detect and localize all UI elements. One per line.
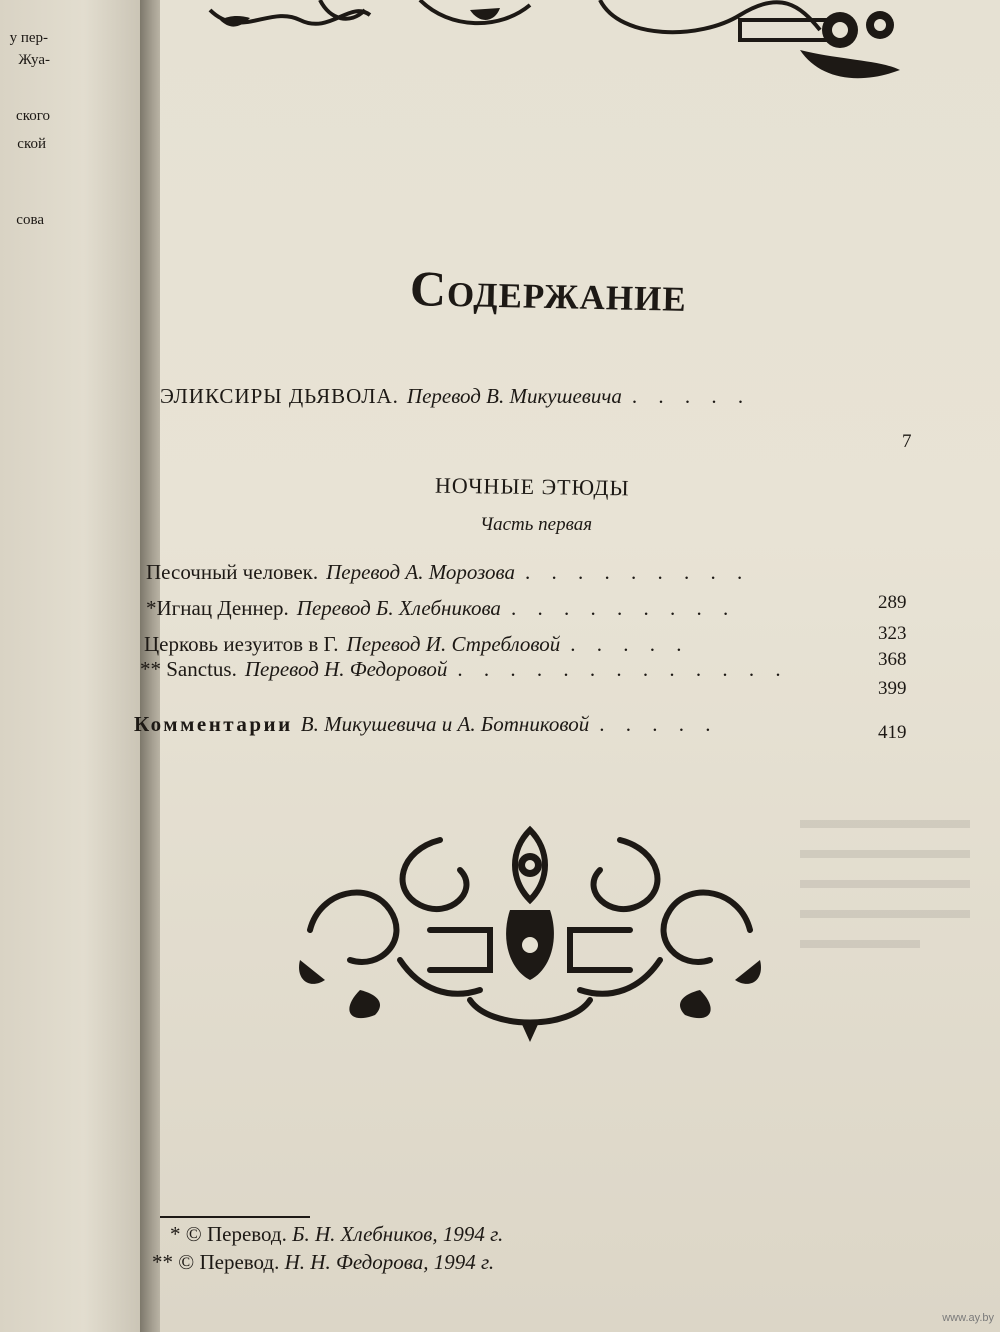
footnote-name: Н. Н. Федорова, xyxy=(284,1250,429,1274)
left-fragment: у пер- xyxy=(9,30,48,46)
footnote-mark: * xyxy=(170,1222,181,1246)
entry-translator: В. Микушевича и А. Ботниковой xyxy=(300,712,590,736)
left-page xyxy=(0,0,140,1332)
entry-translator: Перевод И. Стребловой xyxy=(346,632,561,656)
leader-dots: . . . . . . . . . . . . . xyxy=(457,657,789,681)
leader-dots: . . . . . . . . . xyxy=(525,560,751,584)
footnote-text: © Перевод. xyxy=(185,1222,287,1246)
left-fragment: ской xyxy=(17,136,46,152)
entry-translator: Перевод Б. Хлебникова xyxy=(296,596,501,620)
entry-page-number: 419 xyxy=(878,722,907,743)
entry-title: Комментарии xyxy=(134,712,293,736)
bleed-through-text xyxy=(800,810,980,980)
footnote-year: 1994 г. xyxy=(442,1222,504,1246)
entry-page-number: 289 xyxy=(878,592,907,613)
left-fragment: Жуа- xyxy=(18,52,50,68)
entry-translator: Перевод А. Морозова xyxy=(326,560,516,584)
left-fragment: ского xyxy=(16,108,50,124)
toc-entry xyxy=(144,632,690,657)
entry-page-number: 7 xyxy=(902,431,912,452)
page-title: Содержание xyxy=(409,260,688,322)
entry-title: Церковь иезуитов в Г. xyxy=(144,632,339,656)
entry-title: ** Sanctus. xyxy=(140,657,237,681)
footnote xyxy=(152,1250,494,1275)
footnote-mark: ** xyxy=(152,1250,173,1274)
toc-entry xyxy=(146,596,736,621)
entry-title: Песочный человек. xyxy=(146,560,319,584)
entry-page-number: 368 xyxy=(878,649,907,670)
section-title: НОЧНЫЕ ЭТЮДЫ xyxy=(434,472,630,501)
contents-page xyxy=(134,0,1000,1332)
footnote xyxy=(170,1222,503,1247)
footnote-name: Б. Н. Хлебников, xyxy=(292,1222,438,1246)
toc-entry xyxy=(160,384,751,409)
leader-dots: . . . . . . . . . xyxy=(510,596,737,620)
footnote-rule xyxy=(160,1216,310,1218)
leader-dots: . . . . . xyxy=(599,712,719,736)
entry-page-number: 399 xyxy=(878,678,907,699)
section-subtitle: Часть первая xyxy=(480,514,593,535)
toc-entry xyxy=(134,712,718,737)
entry-title: *Игнац Деннер. xyxy=(146,596,289,620)
toc-entry xyxy=(140,657,789,682)
entry-title: ЭЛИКСИРЫ ДЬЯВОЛА. xyxy=(160,384,399,408)
entry-page-number: 323 xyxy=(878,623,907,644)
footnote-year: 1994 г. xyxy=(433,1250,495,1274)
center-floral-ornament-icon xyxy=(280,810,780,1050)
entry-translator: Перевод В. Микушевича xyxy=(406,384,622,408)
entry-translator: Перевод Н. Федоровой xyxy=(244,657,448,681)
left-fragment: сова xyxy=(16,212,44,228)
watermark: www.ay.by xyxy=(942,1312,994,1324)
leader-dots: . . . . . xyxy=(570,632,690,656)
top-floral-ornament-icon xyxy=(180,0,940,90)
footnote-text: © Перевод. xyxy=(178,1250,280,1274)
leader-dots: . . . . . xyxy=(631,384,752,408)
toc-entry xyxy=(146,560,750,585)
